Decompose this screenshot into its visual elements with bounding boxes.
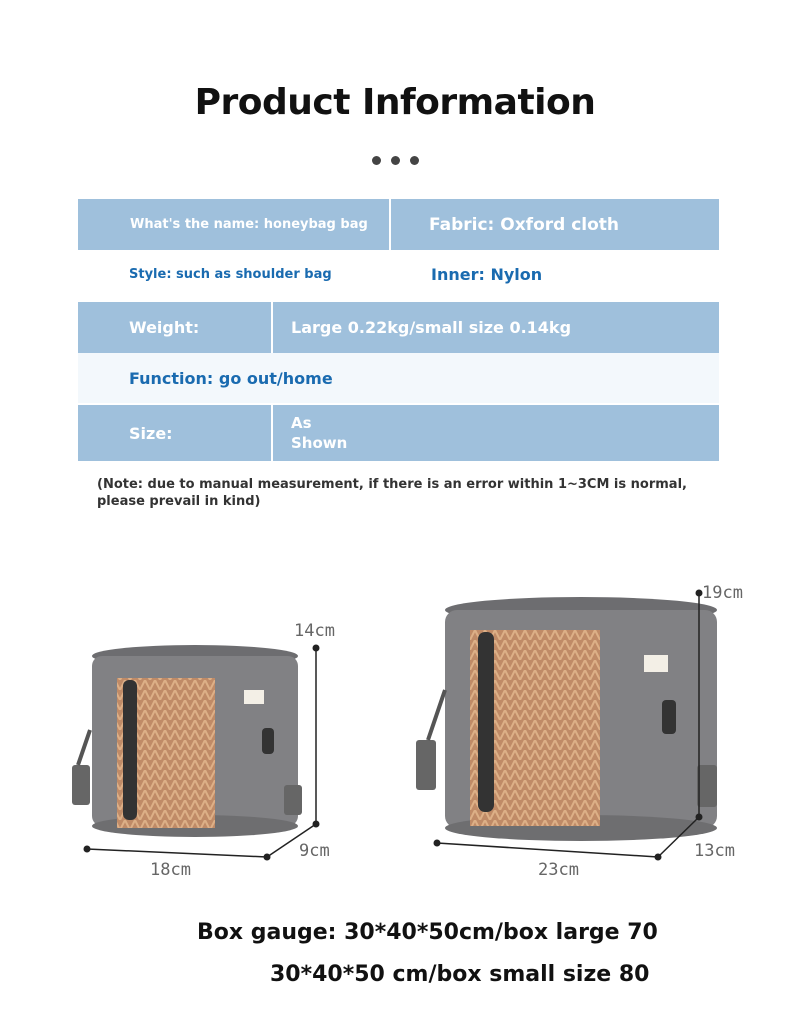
box-gauge-small: 30*40*50 cm/box small size 80 — [270, 962, 650, 987]
measurement-note: (Note: due to manual measurement, if there is an error within 1~3CM is normal, please prevail in kind) — [97, 477, 687, 509]
small-bag-image — [72, 645, 302, 837]
large-depth-label: 13cm — [694, 841, 735, 861]
large-width-label: 23cm — [538, 860, 579, 880]
small-depth-label: 9cm — [299, 841, 330, 861]
table-row — [78, 199, 719, 250]
function: Function: go out/home — [129, 368, 333, 388]
style: Style: such as shoulder bag — [129, 266, 332, 282]
product-illustration — [0, 560, 790, 890]
page-title: Product Information — [194, 82, 596, 123]
box-gauge-large: Box gauge: 30*40*50cm/box large 70 — [197, 920, 658, 945]
fabric: Fabric: Oxford cloth — [429, 214, 620, 235]
size-value: As Shown — [291, 414, 348, 452]
small-width-label: 18cm — [150, 860, 191, 880]
inner: Inner: Nylon — [431, 264, 543, 284]
table-row — [78, 353, 719, 403]
large-bag-image — [416, 597, 717, 841]
dots-divider — [0, 156, 790, 165]
weight-value: Large 0.22kg/small size 0.14kg — [291, 318, 572, 337]
large-height-label: 19cm — [702, 583, 743, 603]
table-row — [78, 250, 719, 298]
table-row — [78, 302, 719, 353]
table-row — [78, 405, 719, 461]
product-name: What's the name: honeybag bag — [78, 199, 391, 250]
weight-label: Weight: — [78, 302, 273, 353]
small-height-label: 14cm — [294, 621, 335, 641]
size-label: Size: — [78, 405, 273, 461]
